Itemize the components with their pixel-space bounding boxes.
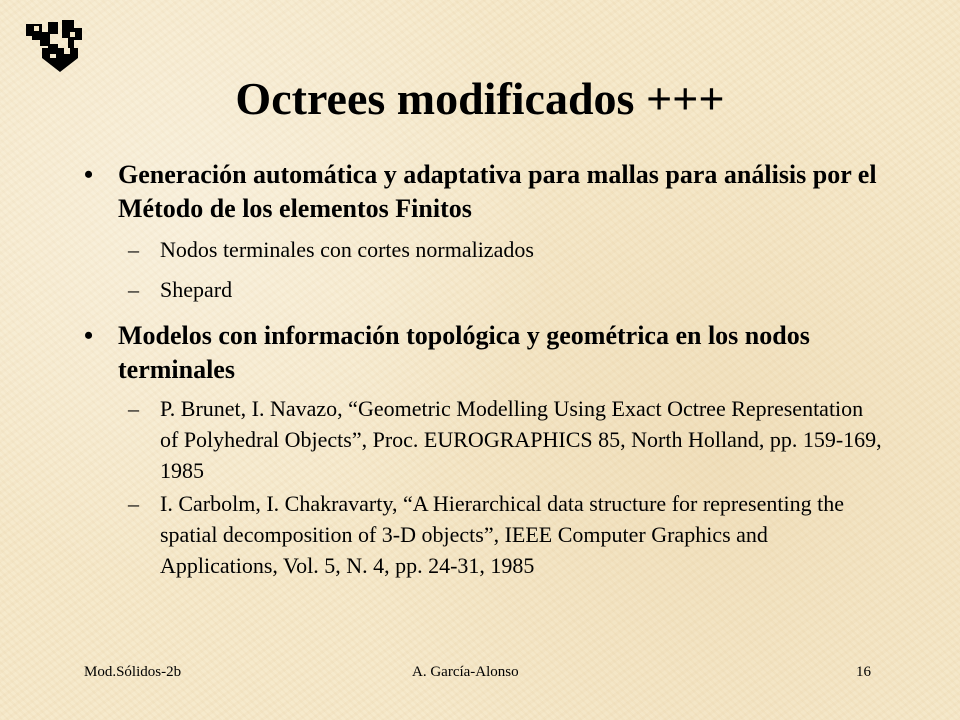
university-logo-icon <box>24 18 86 74</box>
sub-item <box>84 234 884 265</box>
footer-course: Mod.Sólidos-2b <box>84 664 182 680</box>
bullet-item <box>84 158 884 226</box>
sub-marker: – <box>128 237 139 262</box>
page-number: 16 <box>856 664 871 680</box>
sub-text: P. Brunet, I. Navazo, “Geometric Modelling Using Exact Octree Representation of Polyhedral Objects”, Proc. EUROGRAPHICS 85, North Holland, pp. 159-169, 1985 <box>160 396 882 483</box>
sub-item <box>84 488 884 581</box>
sub-text: Shepard <box>160 277 233 302</box>
bullet-text: Modelos con información topológica y geométrica en los nodos terminales <box>118 321 810 384</box>
sub-text: I. Carbolm, I. Chakravarty, “A Hierarchical data structure for representing the spatial decomposition of 3-D objects”, IEEE Computer Graphics and Applications, Vol. 5, N. 4, pp. 24-31, 1985 <box>160 491 844 578</box>
bullet-marker: • <box>84 160 94 189</box>
sub-item <box>84 393 884 486</box>
slide-title: Octrees modificados +++ <box>235 73 725 124</box>
bullet-marker: • <box>84 321 94 350</box>
logo-graphic <box>24 18 86 74</box>
sub-marker: – <box>128 491 139 516</box>
footer-author: A. García-Alonso <box>412 664 519 680</box>
sub-marker: – <box>128 277 139 302</box>
slide-content <box>84 158 884 581</box>
bullet-text: Generación automática y adaptativa para mallas para análisis por el Método de los elementos Finitos <box>118 160 877 223</box>
sub-item <box>84 274 884 305</box>
sub-marker: – <box>128 396 139 421</box>
sub-text: Nodos terminales con cortes normalizados <box>160 237 534 262</box>
bullet-item <box>84 319 884 387</box>
